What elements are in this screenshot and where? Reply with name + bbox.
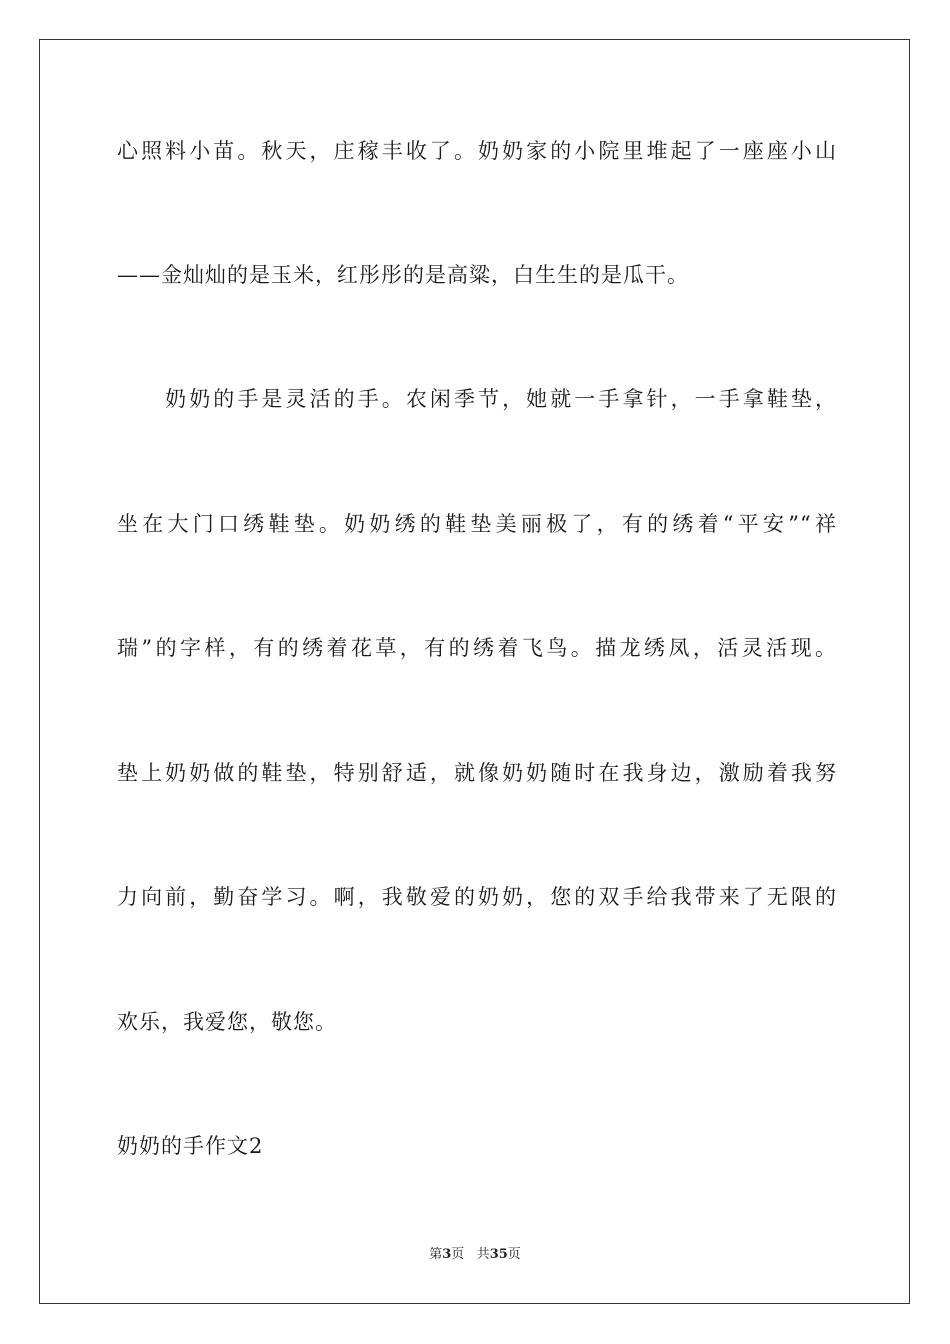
- body-line-2: ——金灿灿的是玉米，红彤彤的是高粱，白生生的是瓜干。: [117, 263, 689, 287]
- page-footer: [0, 1246, 950, 1264]
- body-line-8: 欢乐，我爱您，敬您。: [117, 1010, 337, 1034]
- footer-total-prefix: 共: [476, 1247, 490, 1262]
- footer-page-suffix: 页: [451, 1247, 465, 1262]
- footer-page-total: 35: [489, 1247, 508, 1262]
- section-title: 奶奶的手作文2: [117, 1134, 264, 1158]
- footer-page-prefix: 第: [429, 1247, 443, 1262]
- body-line-1: 心照料小苗。秋天，庄稼丰收了。奶奶家的小院里堆起了一座座小山: [117, 139, 837, 163]
- footer-total-suffix: 页: [507, 1247, 521, 1262]
- body-line-7: 力向前，勤奋学习。啊，我敬爱的奶奶，您的双手给我带来了无限的: [117, 885, 837, 909]
- page-border: [39, 39, 910, 1304]
- body-line-3: 奶奶的手是灵活的手。农闲季节，她就一手拿针，一手拿鞋垫，: [117, 387, 837, 411]
- body-line-6: 垫上奶奶做的鞋垫，特别舒适，就像奶奶随时在我身边，激励着我努: [117, 761, 837, 785]
- footer-page-current: 3: [442, 1247, 452, 1262]
- body-line-5: 瑞”的字样，有的绣着花草，有的绣着飞鸟。描龙绣凤，活灵活现。: [117, 636, 837, 660]
- body-line-4: 坐在大门口绣鞋垫。奶奶绣的鞋垫美丽极了，有的绣着“平安”“祥: [117, 512, 837, 536]
